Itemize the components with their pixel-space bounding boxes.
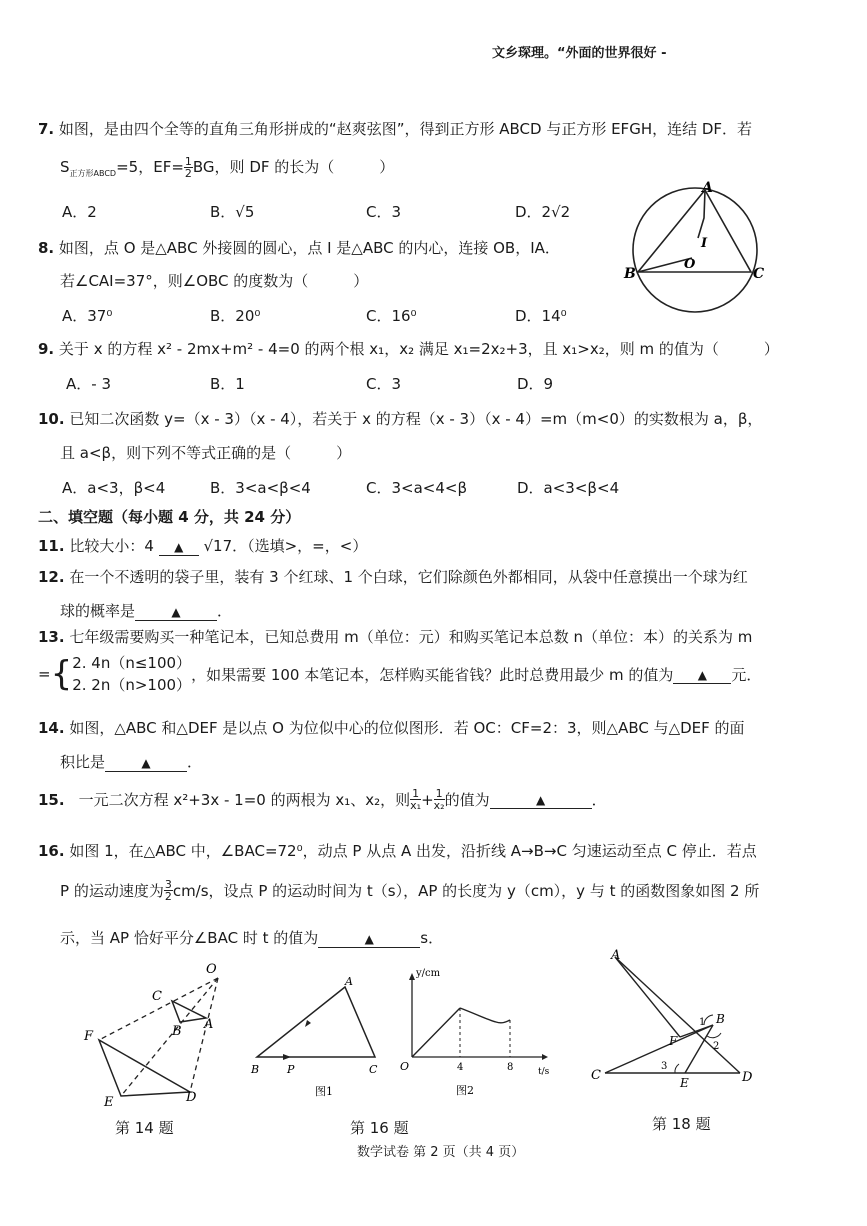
label-f: F <box>84 1029 94 1044</box>
question-15-number: 15. <box>38 790 65 809</box>
frac-num: 1 <box>184 155 192 168</box>
question-14-number: 14. <box>38 719 65 737</box>
label-o: O <box>684 257 696 272</box>
question-8-number: 8. <box>38 239 55 257</box>
question-15-pre: 一元二次方程 x²+3x - 1=0 的两根为 x₁、x₂，则 <box>78 791 411 809</box>
question-12-number: 12. <box>38 568 65 586</box>
question-9-line1 <box>38 338 779 359</box>
question-7-s: S <box>60 158 70 176</box>
label-a: A <box>204 1017 214 1032</box>
triangle-abc <box>257 987 375 1057</box>
question-8-figure <box>620 180 780 320</box>
graph-segment-2 <box>460 1008 510 1023</box>
section-2-title: 二、填空题（每小题 4 分，共 24 分） <box>38 508 301 526</box>
question-13-text-1: 七年级需要购买一种笔记本，已知总费用 m（单位：元）和购买笔记本总数 n（单位：本）的关系为 m <box>69 628 753 646</box>
question-16-line3-pre: 示，当 AP 恰好平分∠BAC 时 t 的值为 <box>60 929 319 947</box>
brace-icon: { <box>50 654 73 694</box>
question-10-number: 10. <box>38 410 65 428</box>
label-a: A <box>345 975 353 988</box>
question-10-line1 <box>38 408 762 429</box>
question-13-unit: 元． <box>731 665 762 684</box>
question-14-line2 <box>60 751 202 772</box>
question-16-fraction <box>164 879 173 902</box>
question-7-line2 <box>60 156 394 179</box>
question-12-post: ． <box>217 602 233 620</box>
angle-3-arc <box>675 1064 679 1073</box>
y-axis-label: y/cm <box>416 968 441 979</box>
question-11-pre: 比较大小：4 <box>69 537 154 555</box>
question-7-line1 <box>38 118 752 139</box>
question-9-text: 关于 x 的方程 x² - 2mx+m² - 4=0 的两个根 x₁，x₂ 满足 x₁=2x₂+3，且 x₁>x₂，则 m 的值为（ ） <box>58 340 779 358</box>
figure-14 <box>78 958 238 1108</box>
answer-blank-13[interactable] <box>673 665 731 684</box>
triangle-icon: ▲ <box>535 793 546 807</box>
label-c: C <box>152 989 162 1004</box>
frac-den: x₂ <box>433 799 445 812</box>
frac-num: 1 <box>435 787 443 800</box>
question-8-option-a: A．37⁰ <box>62 307 113 325</box>
label-a: A <box>611 948 621 963</box>
question-15-post: ． <box>591 791 607 809</box>
frac-num: 3 <box>164 878 172 891</box>
question-15-fraction-2 <box>434 788 445 811</box>
graph-segment-1 <box>412 1008 460 1057</box>
figure-16-1-caption: 图1 <box>315 1085 333 1098</box>
question-13-cases <box>72 652 191 696</box>
question-8-line2: 若∠CAI=37°，则∠OBC 的度数为（ ） <box>60 272 369 290</box>
question-8-option-b: B．20⁰ <box>210 307 261 325</box>
question-8-line1 <box>38 237 560 258</box>
question-11-number: 11. <box>38 537 65 555</box>
label-e: E <box>104 1095 114 1108</box>
case-1: 2. 4n（n≤100） <box>72 654 192 672</box>
arrow-icon <box>305 1020 311 1027</box>
question-8-option-d: D．14⁰ <box>515 307 567 325</box>
label-d: D <box>742 1070 753 1085</box>
question-10-option-b: B．3<a<β<4 <box>210 479 311 497</box>
dash-line <box>99 978 218 1040</box>
question-16-line3-post: s． <box>420 929 444 947</box>
label-angle-3: 3 <box>661 1061 668 1072</box>
question-9-option-b: B．1 <box>210 375 245 393</box>
question-15 <box>38 788 607 811</box>
question-14-line1 <box>38 717 745 738</box>
label-b: B <box>172 1024 182 1039</box>
label-b: B <box>251 1063 260 1076</box>
question-15-fraction-1 <box>410 788 421 811</box>
question-9-option-c: C．3 <box>366 375 402 393</box>
question-7-sub: 正方形ABCD <box>69 169 117 178</box>
triangle-icon: ▲ <box>141 756 151 770</box>
origin-label: O <box>400 1060 410 1073</box>
figure-16-2-caption: 图2 <box>456 1084 474 1097</box>
triangle-icon: ▲ <box>364 932 374 946</box>
question-14-post: ． <box>187 753 203 771</box>
question-9-option-a: A．- 3 <box>66 375 111 393</box>
question-13-number: 13. <box>38 628 65 646</box>
question-11 <box>38 535 367 556</box>
answer-blank-14[interactable] <box>105 753 187 772</box>
label-b: B <box>624 266 636 282</box>
label-e: E <box>680 1076 689 1090</box>
question-10-option-c: C．3<a<4<β <box>366 479 468 497</box>
label-angle-2: 2 <box>713 1041 720 1052</box>
page-header: 文乡琛理。“外面的世界很好 - <box>492 46 667 61</box>
question-16-pre: P 的运动速度为 <box>60 882 164 900</box>
label-b: B <box>716 1012 725 1026</box>
label-o: O <box>206 962 217 977</box>
label-c: C <box>369 1063 378 1076</box>
x-tick-4: 4 <box>457 1062 464 1073</box>
page-footer: 数学试卷 第 2 页（共 4 页） <box>357 1145 525 1160</box>
question-7-mid: =5，EF= <box>116 158 184 176</box>
question-7-option-a: A．2 <box>62 203 97 221</box>
question-16-post: cm/s，设点 P 的运动时间为 t（s），AP 的长度为 y（cm），y 与 t 的函数图象如图 2 所 <box>172 882 760 900</box>
question-15-plus: + <box>421 790 434 809</box>
dash-line <box>121 978 218 1096</box>
label-i: I <box>701 236 708 251</box>
figure-16-caption: 第 16 题 <box>350 1119 409 1137</box>
label-f: F <box>669 1034 678 1048</box>
figure-18-caption: 第 18 题 <box>652 1115 711 1133</box>
answer-blank-16[interactable] <box>318 929 420 948</box>
question-11-post: √17．（选填>，=，<） <box>203 537 368 555</box>
arrow-icon <box>283 1054 291 1060</box>
arrow-icon <box>542 1054 548 1060</box>
figure-16-1 <box>245 975 390 1100</box>
question-7-option-b: B．√5 <box>210 203 255 221</box>
question-15-mid: 的值为 <box>444 791 490 809</box>
frac-den: 2 <box>184 167 192 180</box>
label-c: C <box>753 266 765 282</box>
segment-bf <box>680 1025 713 1037</box>
question-13-eq: = <box>38 665 51 683</box>
case-2: 2. 2n（n>100） <box>72 676 192 694</box>
question-9-number: 9. <box>38 340 55 358</box>
question-7-option-c: C．3 <box>366 203 402 221</box>
figure-16-2 <box>392 964 557 1099</box>
label-c: C <box>591 1068 601 1083</box>
question-7-text-1: 如图，是由四个全等的直角三角形拼成的“赵爽弦图”，得到正方形 ABCD 与正方形 EFGH，连结 DF．若 <box>58 120 753 138</box>
question-10-line2: 且 a<β，则下列不等式正确的是（ ） <box>60 444 352 462</box>
question-16-line1 <box>38 840 757 861</box>
answer-blank-12[interactable] <box>135 602 217 621</box>
question-16-text-1: 如图 1，在△ABC 中，∠BAC=72⁰，动点 P 从点 A 出发，沿折线 A→B→C 匀速运动至点 C 停止．若点 <box>69 842 757 860</box>
segment-cb <box>605 1025 713 1073</box>
question-8-option-c: C．16⁰ <box>366 307 417 325</box>
question-10-text-1: 已知二次函数 y=（x - 3）（x - 4），若关于 x 的方程（x - 3）（x - 4）=m（m<0）的实数根为 a，β， <box>69 410 763 428</box>
question-13-post: ，如果需要 100 本笔记本，怎样购买能省钱？此时总费用最少 m 的值为 <box>191 665 674 684</box>
question-13-line2 <box>38 652 761 696</box>
label-d: D <box>186 1090 197 1105</box>
question-14-text-1: 如图，△ABC 和△DEF 是以点 O 为位似中心的位似图形．若 OC：CF=2：3，则△ABC 与△DEF 的面 <box>69 719 745 737</box>
triangle-icon: ▲ <box>174 540 184 554</box>
figure-18 <box>585 945 760 1095</box>
question-7-option-d: D．2√2 <box>515 203 571 221</box>
question-12-pre: 球的概率是 <box>60 602 136 620</box>
question-12-text-1: 在一个不透明的袋子里，装有 3 个红球、1 个白球，它们除颜色外都相同，从袋中任意摸出一个球为红 <box>69 568 748 586</box>
question-13-line1 <box>38 626 752 647</box>
angle-2-arc <box>707 1033 721 1038</box>
question-16-number: 16. <box>38 842 65 860</box>
question-9-option-d: D．9 <box>517 375 554 393</box>
question-12-line1 <box>38 566 748 587</box>
segment-af <box>615 957 680 1037</box>
question-7-post: BG，则 DF 的长为（ ） <box>192 158 395 176</box>
question-10-option-d: D．a<3<β<4 <box>517 479 620 497</box>
question-7-number: 7. <box>38 120 55 138</box>
triangle-def <box>99 1040 190 1096</box>
triangle-abc <box>172 1001 206 1022</box>
question-16-line2 <box>60 879 759 902</box>
x-tick-8: 8 <box>507 1062 514 1073</box>
frac-den: x₁ <box>410 799 422 812</box>
question-8-text-1: 如图，点 O 是△ABC 外接圆的圆心，点 I 是△ABC 的内心，连接 OB，IA． <box>58 239 560 257</box>
frac-den: 2 <box>164 890 172 903</box>
question-7-fraction <box>184 156 193 179</box>
triangle-icon: ▲ <box>697 667 707 682</box>
label-p: P <box>287 1063 295 1076</box>
question-10-option-a: A．a<3，β<4 <box>62 479 166 497</box>
answer-blank-15[interactable] <box>490 790 592 809</box>
x-axis-label: t/s <box>538 1067 550 1077</box>
label-a: A <box>702 180 713 196</box>
question-16-line3 <box>60 927 443 948</box>
segment-be <box>685 1025 713 1073</box>
arrow-icon <box>409 973 415 980</box>
question-12-line2 <box>60 600 232 621</box>
label-angle-1: 1 <box>699 1017 706 1028</box>
answer-blank-11[interactable] <box>159 537 199 556</box>
figure-14-caption: 第 14 题 <box>115 1119 174 1137</box>
triangle-icon: ▲ <box>171 605 181 619</box>
question-14-pre: 积比是 <box>60 753 106 771</box>
frac-num: 1 <box>412 787 420 800</box>
